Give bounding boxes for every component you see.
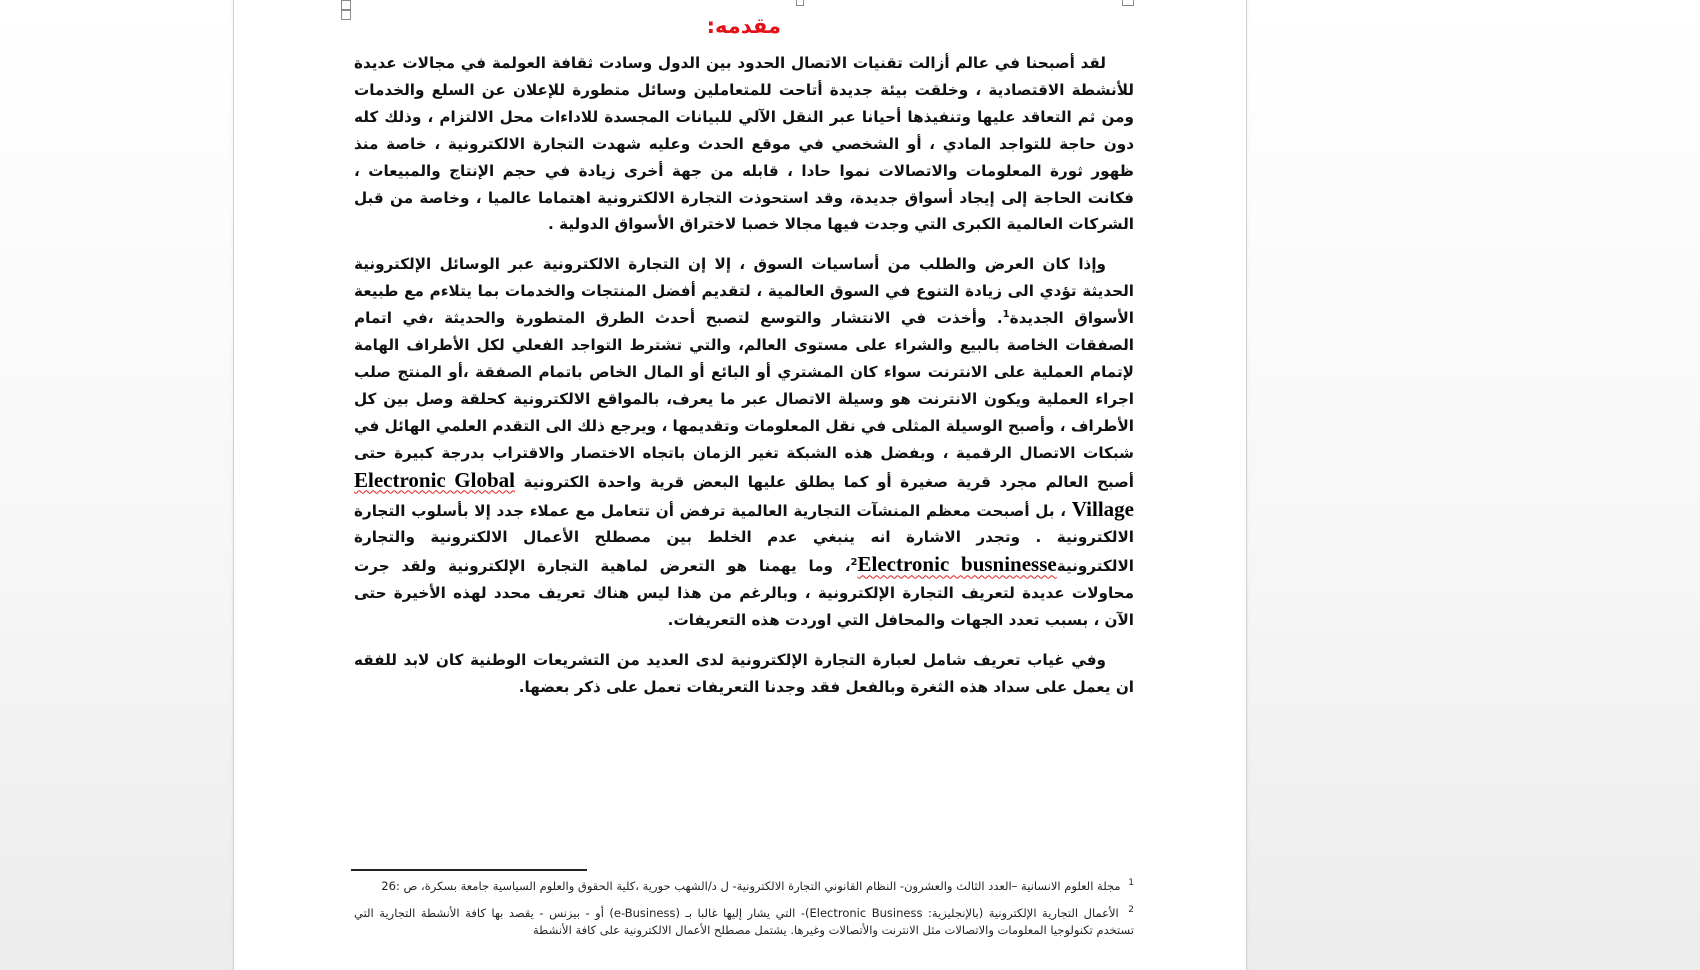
- paragraph-text: ، وما يهمنا هو التعرض لماهية التجارة الإلكترونية ولقد جرت محاولات عديدة لتعريف التجارة الإلكترونية ، وبالرغم من هذا ليس هناك تعريف محدد لهذه الأخيرة حتى الآن ، بسبب تعدد الجهات والمحافل التي اوردت هذه التعريفات.: [354, 557, 1134, 630]
- resize-handle-icon[interactable]: [341, 10, 351, 20]
- footnote-separator: [351, 869, 587, 871]
- latin-term: Electronic Global: [354, 467, 515, 492]
- resize-handle-icon[interactable]: [341, 0, 351, 10]
- footnote-text: الأعمال التجارية الإلكترونية (بالإنجليزية: Electronic Business)- التي يشار إليها غالبا بـ (e-Business) أو - بيزنس - يقصد بها كافة الأنشطة التجارية التي تستخدم تكنولوجيا المعلومات والاتصالات مثل الانترنت والأتصالات وغيرها. يشتمل مصطلح الأعمال الالكترونية على كافة الأنشطة: [354, 906, 1134, 937]
- latin-term: Village: [1071, 496, 1134, 521]
- footnote-reference[interactable]: 1: [1002, 309, 1010, 321]
- paragraph-text: وإذا كان العرض والطلب من أساسيات السوق ، إلا إن التجارة الالكترونية عبر الوسائل الإلكترونية الحديثة تؤدي الى زيادة التنوع في السوق العالمية ، لتقديم أفضل المنتجات والخدمات بما يتلاءم مع طبيعة الأسواق الجديدة: [354, 255, 1134, 328]
- paragraph-definition: [354, 647, 1134, 701]
- paragraph-intro: [354, 50, 1134, 238]
- footnote-text: مجلة العلوم الانسانية –العدد الثالث والعشرون- النظام القانوني التجارة الالكترونية- ل د/الشهب حورية ،كلية الحقوق والعلوم السياسية جامعة بسكرة، ص :26: [381, 879, 1121, 893]
- paragraph-text: ، بل أصبحت معظم المنشآت التجارية العالمية ترفض أن تتعامل مع عملاء جدد إلا بأسلوب التجارة الالكترونية . وتجدر الاشارة انه ينبغي عدم الخلط بين مصطلح الأعمال الالكترونية والتجارة الالكترونية: [354, 501, 1134, 576]
- latin-term: Electronic busninesse: [857, 552, 1057, 577]
- paragraph-text: وفي غياب تعريف شامل لعبارة التجارة الإلكترونية لدى العديد من التشريعات الوطنية كان لابد للفقه ان يعمل على سداد هذه الثغرة وبالفعل فقد وجدنا التعريفات تعمل على ذكر بعضها.: [354, 651, 1134, 696]
- footnote-item: [354, 878, 1134, 895]
- footnote-reference[interactable]: 2: [850, 557, 858, 569]
- paragraph-text: . وأخذت في الانتشار والتوسع لتصبح أحدث الطرق المتطورة والحديثة ،في اتمام الصفقات الخاصة بالبيع والشراء على مستوى العالم، والتي تشترط التواجد الفعلي لكل الأطراف الهامة لإتمام العملية على الانترنت سواء كان المشتري أو البائع أو المال الخاص باتمام الصفقة ،أو المنتج صلب اجراء العملية ويكون الانترنت هو وسيلة الاتصال عبر ما يعرف، بالمواقع الالكترونية كحلقة وصل بين كل الأطراف ، وأصبح الوسيلة المثلى في نقل المعلومات وتقديمها ، ويرجع ذلك الى التقدم العلمي الهائل في شبكات الاتصال الرقمية ، وبفضل هذه الشبكة تغير الزمان باتجاه الاختصار والاقتراب بدرجة كبيرة حتى أصبح العالم مجرد قرية صغيرة أو كما يطلق عليها البعض قرية واحدة الكترونية: [354, 309, 1134, 491]
- footnote-item: [354, 905, 1134, 939]
- paragraph-market: [354, 251, 1134, 634]
- resize-handle-icon[interactable]: [1122, 0, 1134, 6]
- document-heading: مقدمه:: [706, 14, 781, 38]
- footnote-number: 2: [1128, 905, 1134, 916]
- paragraph-text: لقد أصبحنا في عالم أزالت تقنيات الاتصال الحدود بين الدول وسادت ثقافة العولمة في مجالات عديدة للأنشطة الاقتصادية ، وخلقت بيئة جديدة أتاحت للمتعاملين وسائل متطورة للإعلان عن السلع والخدمات ومن ثم التعاقد عليها وتنفيذها أحيانا عبر النقل الآلي للبيانات المجسدة للاداءات محل الالتزام ، وذلك كله دون حاجة للتواجد المادي ، أو الشخصي في موقع الحدث وعليه شهدت التجارة الالكترونية ، خاصة منذ ظهور ثورة المعلومات والاتصالات نموا حادا ، قابله من جهة أخرى زيادة في حجم الإنتاج والمبيعات ، فكانت الحاجة إلى إيجاد أسواق جديدة، وقد استحوذت التجارة الالكترونية اهتماما عالميا ، وخاصة من قبل الشركات العالمية الكبرى التي وجدت فيها مجالا خصبا لاختراق الأسواق الدولية .: [354, 54, 1134, 234]
- document-page[interactable]: [233, 0, 1247, 970]
- resize-handle-icon[interactable]: [796, 0, 804, 6]
- footnotes-area[interactable]: [354, 878, 1134, 949]
- document-body[interactable]: [354, 50, 1134, 714]
- footnote-number: 1: [1128, 878, 1134, 889]
